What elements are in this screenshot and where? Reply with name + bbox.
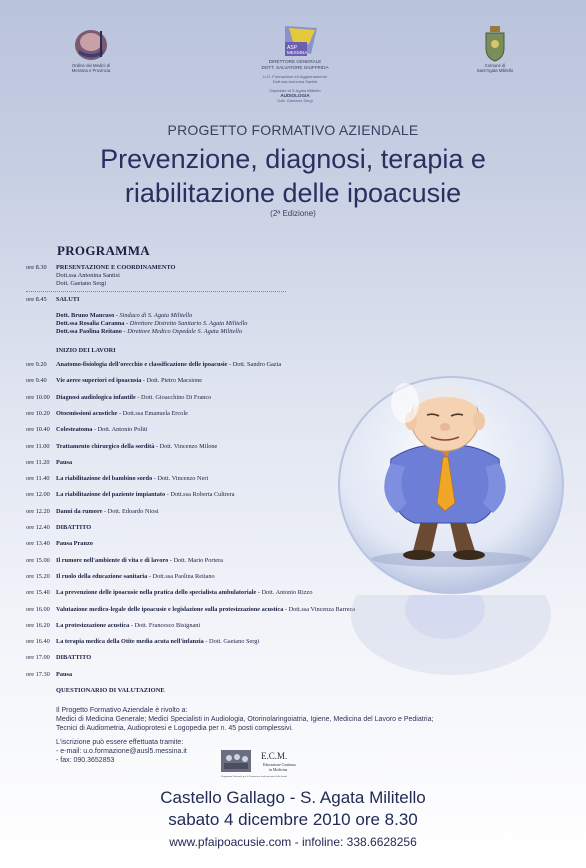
agenda-speaker: - Dott. Antonio Rizzo [256,589,313,597]
agenda-content [56,654,91,661]
agenda-title: La riabilitazione del paziente impiantato [56,491,166,499]
agenda-speaker: - Dott. Edoardo Niosi [102,507,159,515]
agenda-speaker: - Dott. Pietro Macsione [141,377,203,385]
agenda-time: ore 12.20 [26,507,50,515]
agenda-speaker: - Dott. Antonio Politi [92,426,148,434]
agenda-content [56,410,188,417]
info-line4: L'iscrizione può essere effettuata tramite: [56,739,184,746]
agenda-title: La riabilitazione del bambino sordo [56,475,153,483]
agenda-title: Anatomo-fisiologia dell'orecchio e classificazione delle ipoacusie [56,361,228,368]
asp-osp-line1: Ospedale di S.Agata Militello [269,88,321,94]
agenda-time: ore 10.40 [26,426,50,434]
divider [26,291,286,292]
agenda-content [56,524,91,531]
agenda-speaker: - Dott.ssa Paolina Reitano [147,572,215,580]
ordine-medici-emblem-icon [73,28,109,62]
agenda-title: Pausa [56,670,73,678]
agenda-time: ore 15.40 [26,589,50,597]
ecm-line3: Programma Nazionale per la Formazione degli operatori della Sanità [221,775,287,778]
agenda-speaker: - Dott.ssa Roberta Cultrera [165,491,235,499]
agenda-time: ore 13.40 [26,540,50,548]
agenda-speaker: - Dott. Vincenzo Milone [154,442,218,450]
agenda-time: ore 16.00 [26,605,50,613]
agenda-time: ore 10.20 [26,409,50,417]
agenda-time: ore 17.30 [26,670,50,678]
info-line3: Tecnici di Audiometria, Audioprotesi e Logopedia per n. 45 posti complessivi. [56,725,293,732]
agenda-speaker: - Dott.ssa Emanuela Ercole [117,409,188,417]
asp-dg-line2: DOTT. SALVATORE GIUFFRIDA [261,64,329,70]
agenda-time: ore 11.20 [26,458,50,466]
agenda-title: Pausa Pranzo [56,540,93,548]
agenda-time: ore 17.00 [26,654,50,662]
kicker: PROGETTO FORMATIVO AZIENDALE [167,122,419,138]
info-line1: Il Progetto Formativo Aziendale è rivolto a: [56,707,188,714]
agenda-content [56,671,72,678]
agenda-time: ore 11.40 [26,475,50,483]
info-line2: Medici di Medicina Generale; Medici Specialisti in Audiologia, Otorinolaringoiatria, Igiene, Medicina del Lavoro e Pediatria; [56,716,434,723]
agenda-title: Vie aeree superiori ed ipoacusia [56,377,142,385]
agenda-content [56,638,259,645]
venue-contacts[interactable]: www.pfaipoacusie.com - infoline: 338.6628256 [169,835,417,849]
info-email[interactable]: - e-mail: u.o.formazione@ausl5.messina.it [56,748,187,755]
agenda-time: ore 12.40 [26,524,50,531]
questionario-label: QUESTIONARIO DI VALUTAZIONE [56,687,165,694]
asp-osp-line3: Dott. Gaetano Sergi [277,98,313,104]
agenda-content [56,426,147,433]
agenda-speaker: - Dott. Mario Portera [168,556,223,564]
agenda-title: Diagnosi audiologica infantile [56,393,136,401]
agenda-content [56,459,72,466]
venue-date: sabato 4 dicembre 2010 ore 8.30 [168,810,418,829]
agenda-time: ore 11.00 [26,442,50,450]
agenda-speaker: - Dott. Gioacchino Di Franco [135,393,212,401]
agenda-title: Il ruolo della educazione sanitaria [56,572,148,580]
coat-of-arms-icon [483,26,507,62]
asp-badge-text2: MESSINA [287,50,308,55]
agenda-speaker: - Dott. Vincenzo Neri [152,475,209,483]
agenda-time: ore 16.20 [26,621,50,629]
opening-title: PRESENTAZIONE E COORDINAMENTO [56,264,176,271]
agenda-title: Valutazione medico-legale delle ipoacusie e legislazione sulla protesizzazione acustica [56,605,284,613]
agenda-content [56,622,200,629]
agenda-content [56,540,93,547]
agenda-title: La prevenzione delle ipoacusie nella pratica dello specialista ambulatoriale [56,589,257,597]
agenda-time: ore 15.20 [26,572,50,580]
agenda-content [56,606,355,613]
comune-line1: Comune di [484,63,506,69]
agenda-title: Il rumore nell'ambiente di vita e di lavoro [56,556,169,564]
dome-reflection [335,595,567,715]
agenda-title: Trattamento chirurgico della sordità [56,442,155,450]
title-line2: riabilitazione delle ipoacusie [124,178,462,208]
ecm-logo [221,748,313,778]
asp-osp-line2: AUDIOLOGIA [280,93,310,99]
agenda-title: Colesteatoma [56,426,93,434]
title-line1: Prevenzione, diagnosi, terapia e [100,144,486,174]
ecm-acronym: E.C.M. [261,751,288,761]
agenda-content [56,394,211,401]
ecm-line1: Educazione Continua [263,763,296,767]
agenda-title: Pausa [56,458,73,466]
saluti-title: SALUTI [56,296,80,303]
saluti-person-3: Dott.ssa Paolina Reitano - Direttore Medico Ospedale S. Agata Militello [56,328,243,335]
asp-uo-line1: U.O. Formazione ed Aggiornamento [262,74,328,80]
ordine-line2: Messina e Provincia [71,68,111,74]
agenda-speaker: - Dott. Sandro Gazia [227,361,282,368]
asp-dg-line1: DIRETTORE GENERALE [268,59,322,65]
asp-messina-logo [240,24,350,103]
agenda-content [56,475,208,482]
agenda-title: La terapia medica della Otite media acuta nell'infanzia [56,638,204,646]
agenda-time: ore 15.00 [26,556,50,564]
opening-time: ore 8.30 [26,264,47,271]
agenda-content [56,491,235,498]
agenda-title: Danni da rumore [56,507,103,515]
agenda-content [56,557,223,564]
agenda-content [56,443,217,450]
man-in-dome-illustration [335,363,567,595]
ecm-line2: in Medicina [269,768,288,772]
asp-uo-line2: Dott.ssa Antonina Santisi [272,79,318,85]
agenda-speaker: - Dott. Francesco Bisignani [129,621,201,629]
venue-place: Castello Gallago - S. Agata Militello [160,788,426,807]
edition-label: (2ª Edizione) [270,209,316,218]
programma-heading: PROGRAMMA [57,243,150,258]
saluti-person-2: Dott.ssa Rosalia Caranna - Direttore Distretto Sanitario S. Agata Militello [56,320,248,327]
agenda-title: La protesizzazione acustica [56,621,130,629]
agenda-title: DIBATTITO [56,654,92,662]
agenda-content [56,377,202,384]
agenda-content [56,361,281,368]
info-fax: - fax: 090.3652853 [56,757,115,764]
saluti-person-1: Dott. Bruno Mancuso - Sindaco di S. Agata Militello [56,312,193,319]
asp-badge-text: ASP [287,45,298,51]
comune-logo [465,26,525,74]
agenda-content [56,589,312,596]
agenda-time: ore 9.20 [26,361,47,368]
ecm-badge-icon [221,748,313,778]
comune-line2: Sant'Agata Militello [476,68,514,74]
ordine-line1: Ordine dei Medici di [72,63,110,69]
agenda-time: ore 12.00 [26,491,50,499]
agenda-title: Otoemissioni acustiche [56,409,118,417]
agenda-time: ore 9.40 [26,377,47,385]
sicily-map-icon [267,24,323,58]
agenda-time: ore 10.00 [26,393,50,401]
agenda-speaker: - Dott. Gaetano Sergi [203,638,260,646]
agenda-content [56,508,159,515]
agenda-time: ore 16.40 [26,638,50,646]
opening-person-2: Dott. Gaetano Sergi [56,280,107,287]
agenda-content [56,573,215,580]
saluti-time: ore 8.45 [26,296,47,303]
page-title [0,142,586,210]
ordine-medici-logo [56,28,126,74]
inizio-lavori: INIZIO DEI LAVORI [56,347,116,354]
agenda-title: DIBATTITO [56,524,92,531]
opening-person-1: Dott.ssa Antonina Santisi [56,272,120,279]
agenda-speaker: - Dott.ssa Vincenza Barreca [283,605,356,613]
